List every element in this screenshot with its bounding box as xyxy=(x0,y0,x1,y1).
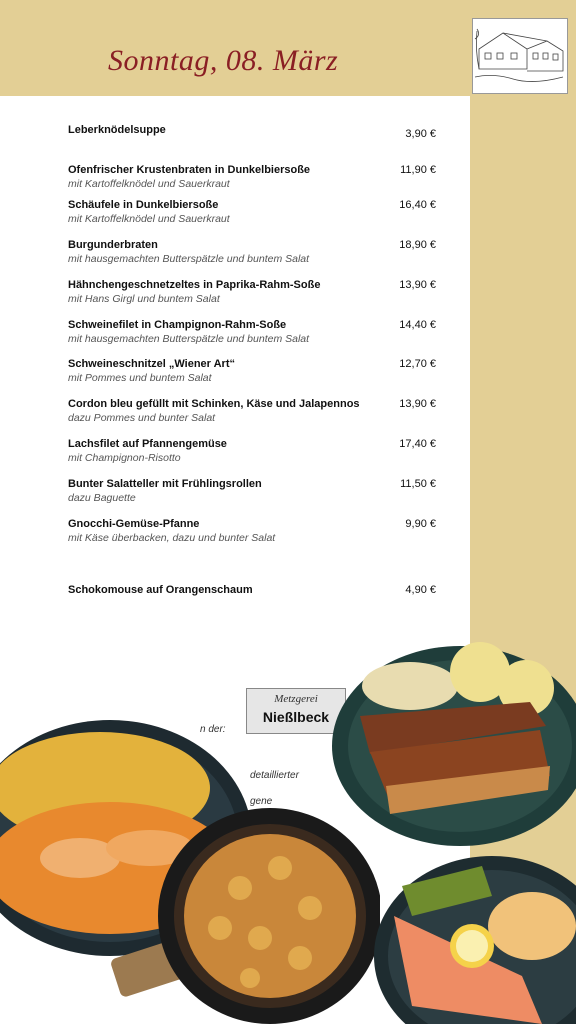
menu-item-name: Bunter Salatteller mit Frühlingsrollen xyxy=(68,478,262,490)
menu-item xyxy=(68,478,438,504)
menu-item xyxy=(68,584,438,596)
menu-item-price: 9,90 € xyxy=(405,518,436,530)
menu-item-name: Schäufele in Dunkelbiersoße xyxy=(68,199,219,211)
menu-item-name: Cordon bleu gefüllt mit Schinken, Käse und Jalapennos xyxy=(68,398,360,410)
inn-sketch-logo xyxy=(472,18,568,94)
menu-item-price: 11,50 € xyxy=(400,478,436,490)
menu-item-price: 14,40 € xyxy=(399,319,436,331)
menu-item-price: 3,90 € xyxy=(405,128,436,140)
menu-item-name: Gnocchi-Gemüse-Pfanne xyxy=(68,518,200,530)
menu-item-price: 16,40 € xyxy=(399,199,436,211)
stamp-line1: Metzgerei xyxy=(274,693,318,705)
menu-item-name: Hähnchengeschnetzeltes in Paprika-Rahm-Soße xyxy=(68,279,321,291)
menu-item-desc: mit hausgemachten Butterspätzle und buntem Salat xyxy=(68,333,310,345)
menu-item xyxy=(68,319,438,345)
menu-item-name: Lachsfilet auf Pfannengemüse xyxy=(68,438,227,450)
page-title: Sonntag, 08. März xyxy=(108,44,339,77)
menu-item-name: Burgunderbraten xyxy=(68,239,158,251)
menu-item xyxy=(68,518,438,544)
menu-item-price: 17,40 € xyxy=(399,438,436,450)
menu-item xyxy=(68,239,438,265)
text-fragment: gene xyxy=(250,796,273,807)
menu-item-name: Schokomouse auf Orangenschaum xyxy=(68,584,253,596)
menu-item-desc: mit Kartoffelknödel und Sauerkraut xyxy=(68,178,230,190)
menu-item-price: 13,90 € xyxy=(399,398,436,410)
stamp-line2: Nießlbeck xyxy=(262,709,330,725)
menu-item-desc: mit Käse überbacken, dazu und bunter Salat xyxy=(68,532,276,544)
menu-item xyxy=(68,124,438,140)
text-fragment: detaillierter xyxy=(250,770,299,781)
menu-item xyxy=(68,279,438,305)
menu-item-desc: mit Champignon-Risotto xyxy=(68,452,181,464)
photo-lachsfilet xyxy=(372,846,576,1024)
menu-item-desc: dazu Baguette xyxy=(68,492,136,504)
menu-item-price: 18,90 € xyxy=(399,239,436,251)
menu-item-desc: mit Pommes und buntem Salat xyxy=(68,372,212,384)
menu-item-price: 11,90 € xyxy=(400,164,436,176)
menu-item xyxy=(68,438,438,464)
menu-item-price: 12,70 € xyxy=(399,358,436,370)
menu-item-desc: dazu Pommes und bunter Salat xyxy=(68,412,216,424)
menu-item-name: Schweineschnitzel „Wiener Art“ xyxy=(68,358,235,370)
menu-item xyxy=(68,199,438,225)
photo-gnocchi-pfanne xyxy=(110,798,380,1024)
menu-item-price: 13,90 € xyxy=(399,279,436,291)
menu-item-price: 4,90 € xyxy=(405,584,436,596)
menu-item-name: Schweinefilet in Champignon-Rahm-Soße xyxy=(68,319,287,331)
menu-item xyxy=(68,358,438,384)
menu-item xyxy=(68,164,438,190)
menu-item-desc: mit Hans Girgl und buntem Salat xyxy=(68,293,220,305)
menu-item-desc: mit Kartoffelknödel und Sauerkraut xyxy=(68,213,230,225)
menu-item xyxy=(68,398,438,424)
menu-item-name: Ofenfrischer Krustenbraten in Dunkelbiersoße xyxy=(68,164,311,176)
text-fragment: n der: xyxy=(200,724,226,735)
menu-item-desc: mit hausgemachten Butterspätzle und buntem Salat xyxy=(68,253,310,265)
menu-item-name: Leberknödelsuppe xyxy=(68,124,166,136)
